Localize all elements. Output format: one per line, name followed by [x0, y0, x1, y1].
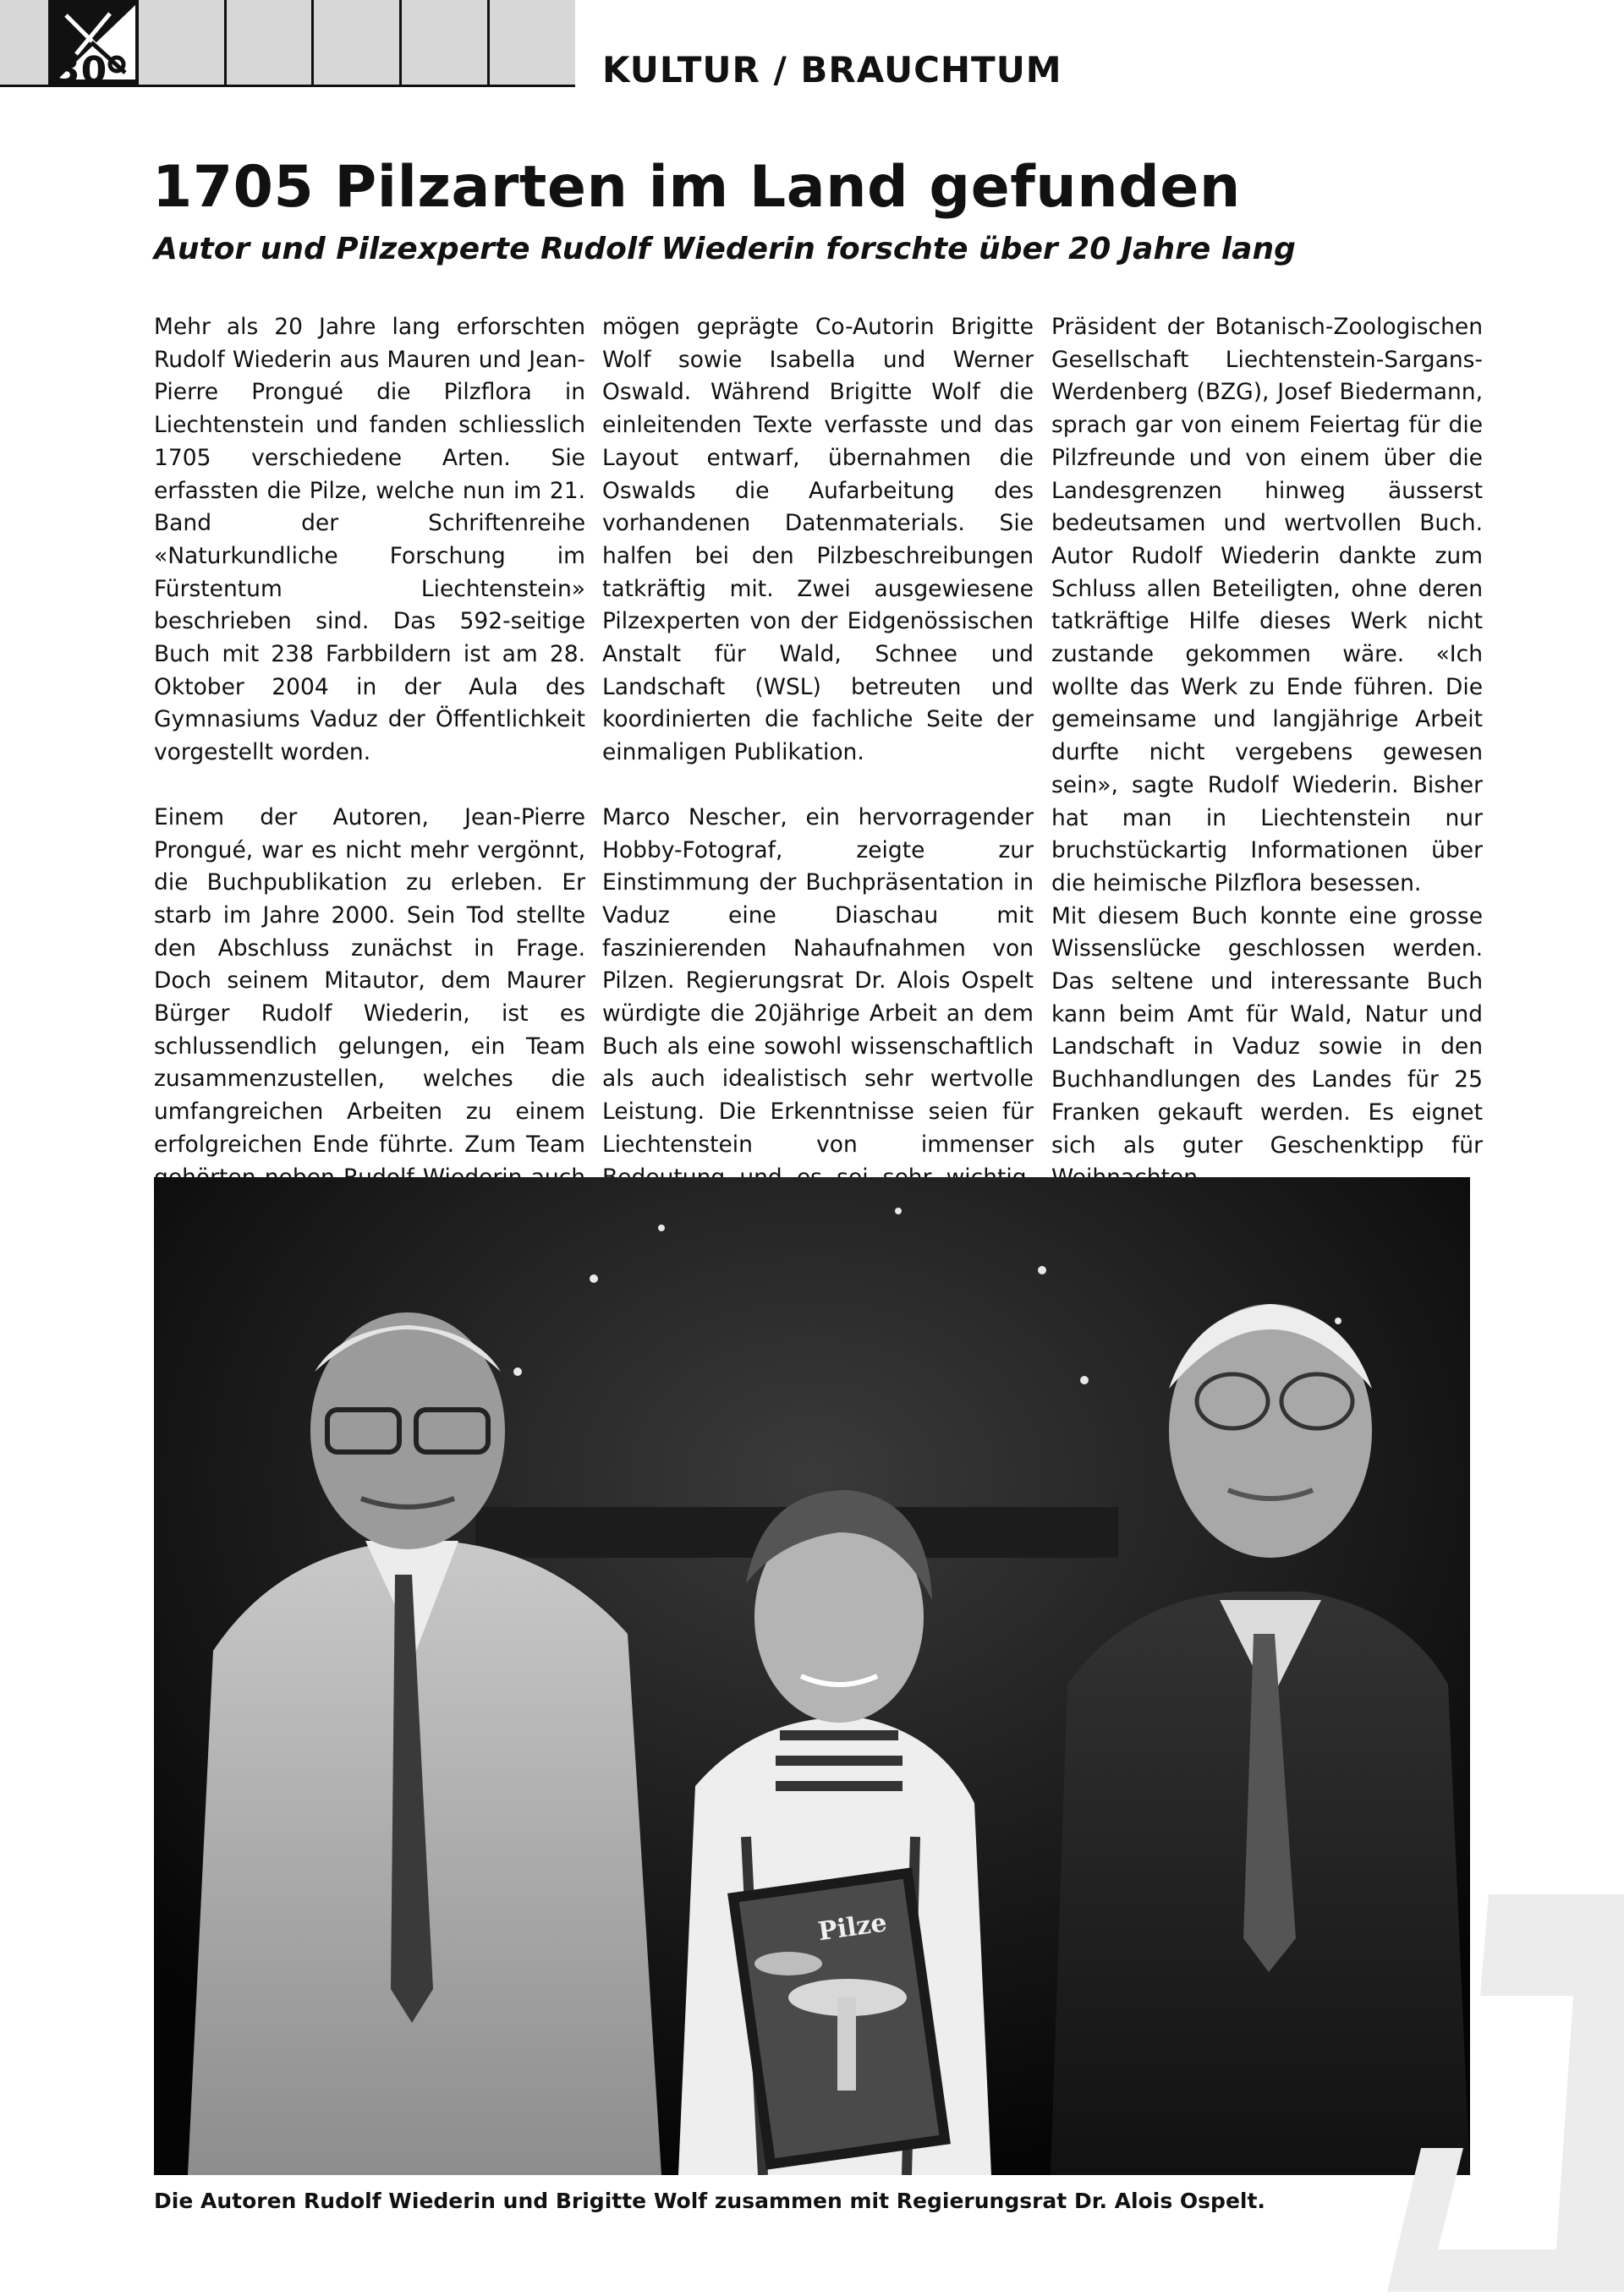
- header-cell: [224, 0, 312, 85]
- section-title: KULTUR / BRAUCHTUM: [602, 49, 1062, 90]
- header-cell: [399, 0, 487, 85]
- paragraph: Marco Nescher, ein hervorragender Hobby-Fotograf, zeigte zur Einstimmung der Buchpräsentation in Vaduz eine Diaschau mit faszinierenden Nahaufnahmen von Pilzen. Regierungsrat Dr. Alois Ospelt würdigte die 20jährige Arbeit an dem Buch als eine sowohl wissenschaftlich als auch idealistisch sehr wertvolle Leistung. Die Erkenntnisse seien für Liechtenstein von immenser: [602, 803, 1034, 1158]
- photo-caption: Die Autoren Rudolf Wiederin und Brigitte Wolf zusammen mit Regierungsrat Dr. Alois Ospelt.: [154, 2189, 1265, 2213]
- paragraph: Mit diesem Buch konnte eine grosse Wissenslücke geschlossen werden. Das seltene und interessante Buch kann beim Amt für Wald, Natur und Landschaft in Vaduz sowie in den Buchhandlungen des Landes für 25 Franken gekauft werden. Es eignet sich als guter Geschenktipp für: [1051, 902, 1483, 1159]
- book-title: Pilze: [816, 1908, 889, 1948]
- background-watermark: [1387, 1894, 1624, 2292]
- header-cells: [48, 0, 575, 85]
- header-cell: [487, 0, 575, 85]
- article-subtitle: Autor und Pilzexperte Rudolf Wiederin forschte über 20 Jahre lang: [154, 232, 1296, 266]
- text-column-2: [602, 311, 1034, 1260]
- text-column-1: [154, 311, 585, 1260]
- page-number: 30: [54, 49, 108, 92]
- text-column-3: [1051, 311, 1483, 1195]
- paragraph: Einem der Autoren, Jean-Pierre Prongué, war es nicht mehr vergönnt, die Buchpublikation zu erleben. Er starb im Jahre 2000. Sein Tod stellte den Abschluss zunächst in Frage. Doch seinem Mitautor, dem Maurer Bürger Rudolf Wiederin, ist es schlussendlich gelungen, ein Team zusammenzustellen, welches die umfangreichen Arbeiten zu einem erfolgreichen Ende führte. Zum Team: [154, 803, 585, 1158]
- paragraph: mögen geprägte Co-Autorin Brigitte Wolf sowie Isabella und Werner Oswald. Während Brigitte Wolf die einleitenden Texte verfasste und das Layout entwarf, übernahmen die Oswalds die Aufarbeitung des vorhandenen Datenmaterials. Sie halfen bei den Pilzbeschreibungen tatkräftig mit. Zwei ausgewiesene Pilzexperten von der Eidgenössischen Anstalt für Wald, Schnee und Landschaft (WSL) betreuten und koordinierten die fachliche Seite der einmaligen Publikation.: [602, 314, 1034, 766]
- article-title: 1705 Pilzarten im Land gefunden: [152, 154, 1241, 221]
- paragraph: Mehr als 20 Jahre lang erforschten Rudolf Wiederin aus Mauren und Jean-Pierre Prongué die Pilzflora in Liechtenstein und fanden schliesslich 1705 verschiedene Arten. Sie erfassten die Pilze, welche nun im 21. Band der Schriftenreihe «Naturkundliche Forschung im Fürstentum Liechtenstein» beschrieben sind. Das 592-seitige Buch mit 238 Farbbildern ist am 28. Oktober 2004 in der Aula des Gymnasiums Vaduz der Öffentlichkeit vorgestellt worden.: [154, 314, 585, 766]
- article-photo: [154, 1177, 1470, 2175]
- header-cell: [311, 0, 399, 85]
- paragraph: Präsident der Botanisch-Zoologischen Gesellschaft Liechtenstein-Sargans-Werdenberg (BZG), Josef Biedermann, sprach gar von einem Feiertag für die Pilzfreunde und von einem über die Landesgrenzen hinweg äusserst bedeutsamen und wertvollen Buch. Autor Rudolf Wiederin dankte zum Schluss allen Beteiligten, ohne deren tatkräftige Hilfe dieses Werk nicht zustande gekommen wäre. «Ich wollte das Werk zu Ende führen. Die gemeinsame und langjährige Arbeit durfte nicht vergebens gewesen sein», sagte Rudolf Wiederin. Bisher hat man in Liechtenstein nur bruchstückartig Informationen über die heimische Pilzflora besessen.: [1051, 314, 1483, 896]
- header-cell: [136, 0, 224, 85]
